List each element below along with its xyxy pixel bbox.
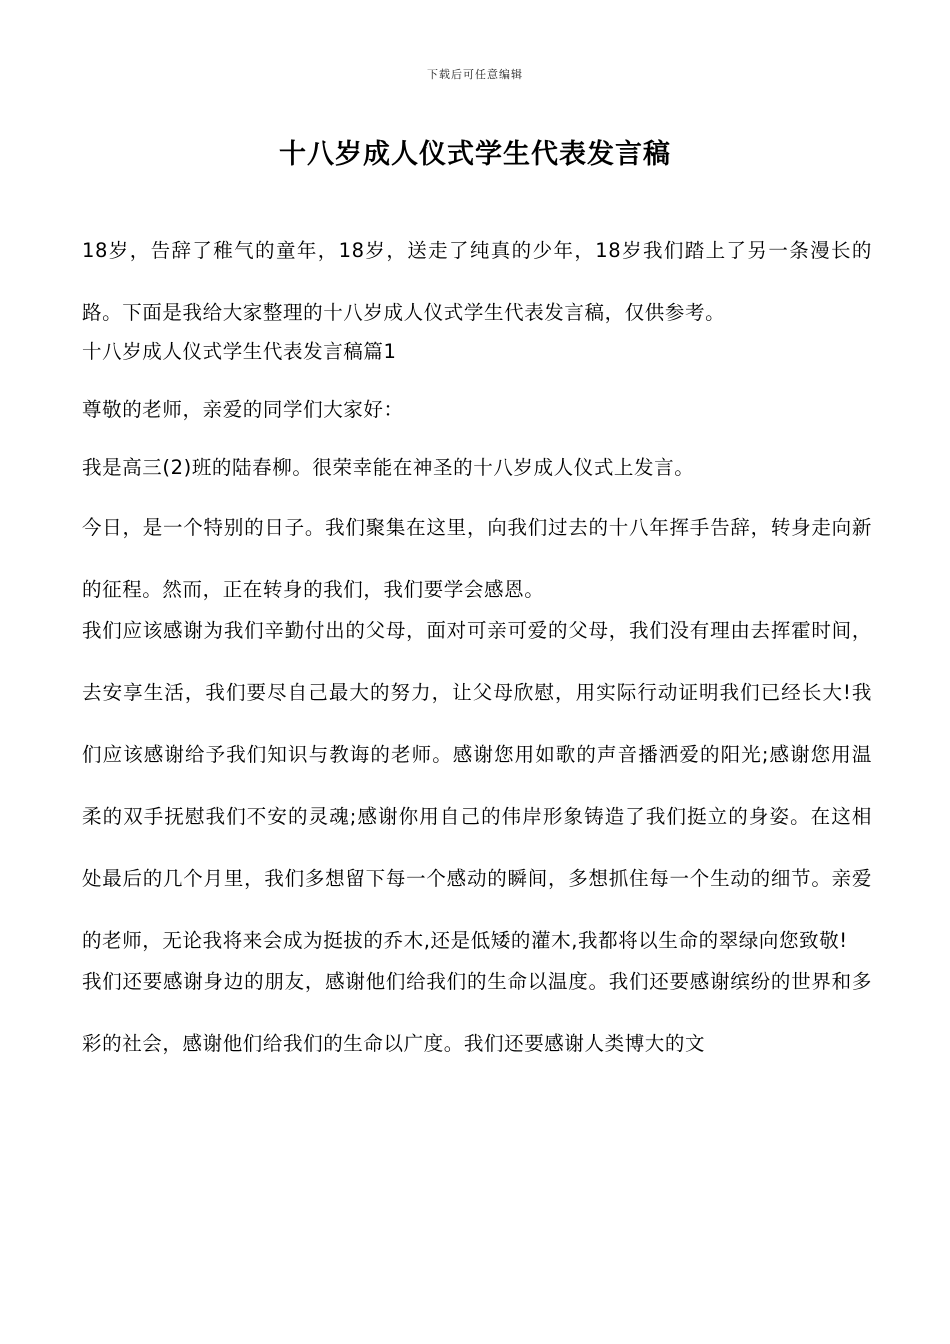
document-title: 十八岁成人仪式学生代表发言稿: [279, 139, 671, 170]
body-paragraph: 我们还要感谢身边的朋友，感谢他们给我们的生命以温度。我们还要感谢缤纷的世界和多彩的社会，感谢他们给我们的生命以广度。我们还要感谢人类博大的文: [82, 970, 872, 1055]
body-paragraph: 我们应该感谢为我们辛勤付出的父母，面对可亲可爱的父母，我们没有理由去挥霍时间，去安享生活，我们要尽自己最大的努力，让父母欣慰，用实际行动证明我们已经长大!我们应该感谢给予我们知识与教诲的老师。感谢您用如歌的声音播洒爱的阳光;感谢您用温柔的双手抚慰我们不安的灵魂;感谢你用自己的伟岸形象铸造了我们挺立的身姿。在这相处最后的几个月里，我们多想留下每一个感动的瞬间，多想抓住每一个生动的细节。亲爱的老师，无论我将来会成为挺拔的乔木,还是低矮的灌木,我都将以生命的翠绿向您致敬!: [82, 619, 872, 952]
self-intro-paragraph: 我是高三(2)班的陆春柳。很荣幸能在神圣的十八岁成人仪式上发言。: [82, 456, 695, 479]
greeting-paragraph: 尊敬的老师，亲爱的同学们大家好：: [82, 398, 404, 421]
section-heading: 十八岁成人仪式学生代表发言稿篇1: [82, 340, 397, 363]
intro-paragraph: 18岁，告辞了稚气的童年，18岁，送走了纯真的少年，18岁我们踏上了另一条漫长的路。下面是我给大家整理的十八岁成人仪式学生代表发言稿，仅供参考。: [82, 239, 872, 324]
header-note: 下载后可任意编辑: [427, 68, 523, 81]
document-body: [82, 220, 872, 1054]
body-paragraph: 今日，是一个特别的日子。我们聚集在这里，向我们过去的十八年挥手告辞，转身走向新的征程。然而，正在转身的我们，我们要学会感恩。: [82, 516, 872, 601]
